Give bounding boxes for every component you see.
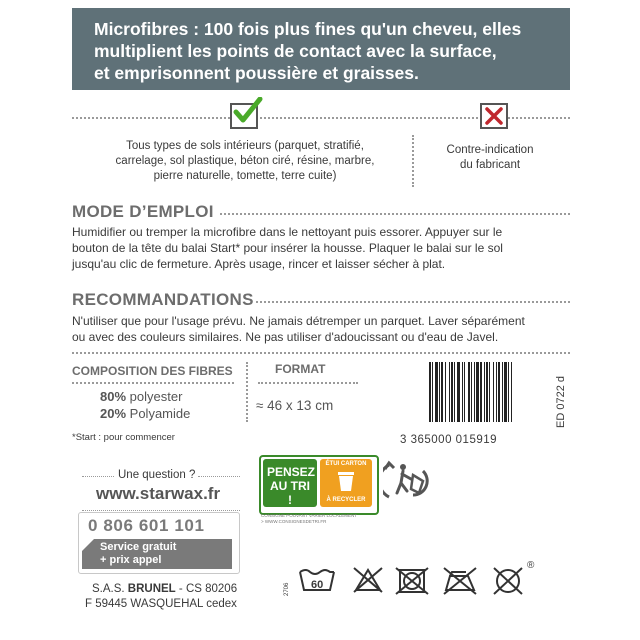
banner-line-2: multiplient les points de contact avec la surface,	[94, 41, 497, 61]
mode-title: MODE D’EMPLOI	[72, 202, 214, 221]
mode-text	[72, 224, 572, 272]
mode-line-1: Humidifier ou tremper la microfibre dans le nettoyant puis essorer. Appuyer sur le	[72, 225, 503, 239]
triman-text-2: AU TRI !	[270, 479, 310, 507]
fiber-2-pct: 20%	[100, 406, 127, 421]
care-symbols	[296, 560, 566, 600]
format-title: FORMAT	[275, 362, 326, 376]
composition-format-divider	[246, 362, 248, 422]
barcode-bar	[493, 362, 494, 422]
barcode-bar	[454, 362, 455, 422]
website-link[interactable]: www.starwax.fr	[96, 484, 221, 503]
service-line-1: Service gratuit	[100, 541, 177, 553]
registered-mark: ®	[527, 560, 535, 571]
barcode-bar	[480, 362, 482, 422]
format-underline	[258, 382, 358, 384]
company-address-2: F 59445 WASQUEHAL cedex	[85, 598, 237, 610]
company-suffix: - CS 80206	[175, 583, 238, 595]
barcode-bar	[464, 362, 465, 422]
check-icon	[230, 97, 264, 127]
barcode-bar	[486, 362, 488, 422]
cross-box	[480, 103, 508, 129]
barcode-bar	[445, 362, 446, 422]
fiber-1-pct: 80%	[100, 389, 127, 404]
barcode-bar	[429, 362, 431, 422]
banner-line-3: et emprisonnent poussière et graisses.	[94, 63, 419, 83]
barcode-bar	[462, 362, 463, 422]
fiber-row-2	[100, 406, 190, 421]
suitable-line-2: carrelage, sol plastique, béton ciré, résine, marbre,	[115, 155, 375, 167]
triman-badge	[263, 459, 317, 507]
barcode-bar	[435, 362, 438, 422]
recycle-small-print-1: CONSIGNE POUVANT VARIER LOCALEMENT	[261, 513, 358, 518]
barcode-bar	[504, 362, 507, 422]
barcode-bar	[511, 362, 512, 422]
format-value: ≈ 46 x 13 cm	[256, 398, 334, 413]
service-badge	[82, 539, 232, 569]
no-bleach-icon	[354, 568, 382, 592]
triman-text	[267, 465, 316, 507]
etui-carton-badge	[320, 459, 372, 507]
divider-middle	[72, 352, 570, 354]
badge-corner-icon	[82, 539, 94, 551]
wash-temperature: 60	[311, 579, 324, 591]
barcode-bar	[471, 362, 472, 422]
mode-line-2: bouton de la tête du balai Start* pour insérer la housse. Plaquer le balai sur le sol	[72, 241, 503, 255]
reco-title: RECOMMANDATIONS	[72, 290, 254, 309]
triman-text-1: PENSEZ	[267, 465, 316, 479]
contraindication-text	[430, 143, 550, 173]
barcode-bar	[476, 362, 479, 422]
care-code: 2706	[284, 582, 290, 596]
company-address-1	[92, 583, 237, 595]
barcode-bar	[449, 362, 450, 422]
phone-number[interactable]: 0 806 601 101	[88, 516, 205, 535]
fiber-1-name: polyester	[129, 389, 183, 404]
reco-line-2: ou avec des couleurs similaires. Ne pas utiliser d'adoucissant ou d'eau de Javel.	[72, 330, 499, 344]
triman-icon	[383, 459, 429, 503]
fiber-row-1	[100, 389, 182, 404]
banner-line-1: Microfibres : 100 fois plus fines qu'un cheveu, elles	[94, 19, 522, 39]
mode-line-3: jusqu'au clic de fermeture. Après usage, rincer et laisser sécher à plat.	[72, 257, 446, 271]
barcode-bar	[484, 362, 485, 422]
question-dash-left	[82, 476, 114, 477]
service-line-2: + prix appel	[100, 554, 162, 566]
question-label: Une question ?	[118, 469, 196, 481]
barcode-bar	[496, 362, 497, 422]
barcode-number: 3 365000 015919	[400, 434, 498, 446]
barcode-bar	[474, 362, 475, 422]
barcode-bar	[451, 362, 453, 422]
suitability-divider	[412, 135, 414, 187]
product-ref: ED 0722 d	[555, 376, 567, 428]
cross-icon	[482, 105, 506, 127]
contra-line-2: du fabricant	[459, 159, 521, 171]
microfibre-banner	[72, 8, 570, 90]
no-tumble-dry-icon	[396, 568, 428, 594]
company-name: BRUNEL	[127, 583, 176, 595]
barcode-bar	[441, 362, 443, 422]
question-dash-right	[198, 476, 240, 477]
service-text	[100, 541, 176, 567]
reco-divider	[256, 301, 570, 303]
website-underline	[82, 510, 240, 511]
contra-line-1: Contre-indication	[446, 144, 534, 156]
fiber-2-name: Polyamide	[129, 406, 191, 421]
no-iron-icon	[444, 568, 476, 594]
reco-line-1: N'utiliser que pour l'usage prévu. Ne jamais détremper un parquet. Laver séparément	[72, 314, 525, 328]
barcode-bar	[498, 362, 500, 422]
suitable-line-1: Tous types de sols intérieurs (parquet, stratifié,	[126, 140, 364, 152]
barcode-bar	[468, 362, 470, 422]
reco-text	[72, 313, 572, 345]
barcode	[427, 362, 537, 422]
recycling-bin-icon	[336, 470, 356, 492]
composition-underline	[72, 382, 234, 384]
mode-divider	[220, 213, 570, 215]
barcode-bar	[489, 362, 490, 422]
no-dry-clean-icon	[494, 568, 522, 594]
etui-line-2: À RECYCLER	[326, 497, 366, 503]
barcode-bar	[502, 362, 503, 422]
barcode-bar	[432, 362, 433, 422]
suitable-line-3: pierre naturelle, tomette, terre cuite)	[153, 170, 337, 182]
company-prefix: S.A.S.	[92, 583, 128, 595]
etui-line-1: ÉTUI CARTON	[325, 461, 367, 467]
barcode-bar	[457, 362, 460, 422]
composition-title: COMPOSITION DES FIBRES	[72, 364, 233, 378]
check-box	[230, 103, 258, 129]
suitable-floors-text	[95, 139, 395, 184]
barcode-bar	[439, 362, 440, 422]
start-footnote: *Start : pour commencer	[72, 432, 175, 443]
barcode-bar	[508, 362, 509, 422]
recycle-small-print-2: > WWW.CONSIGNESDETRI.FR	[261, 519, 327, 524]
